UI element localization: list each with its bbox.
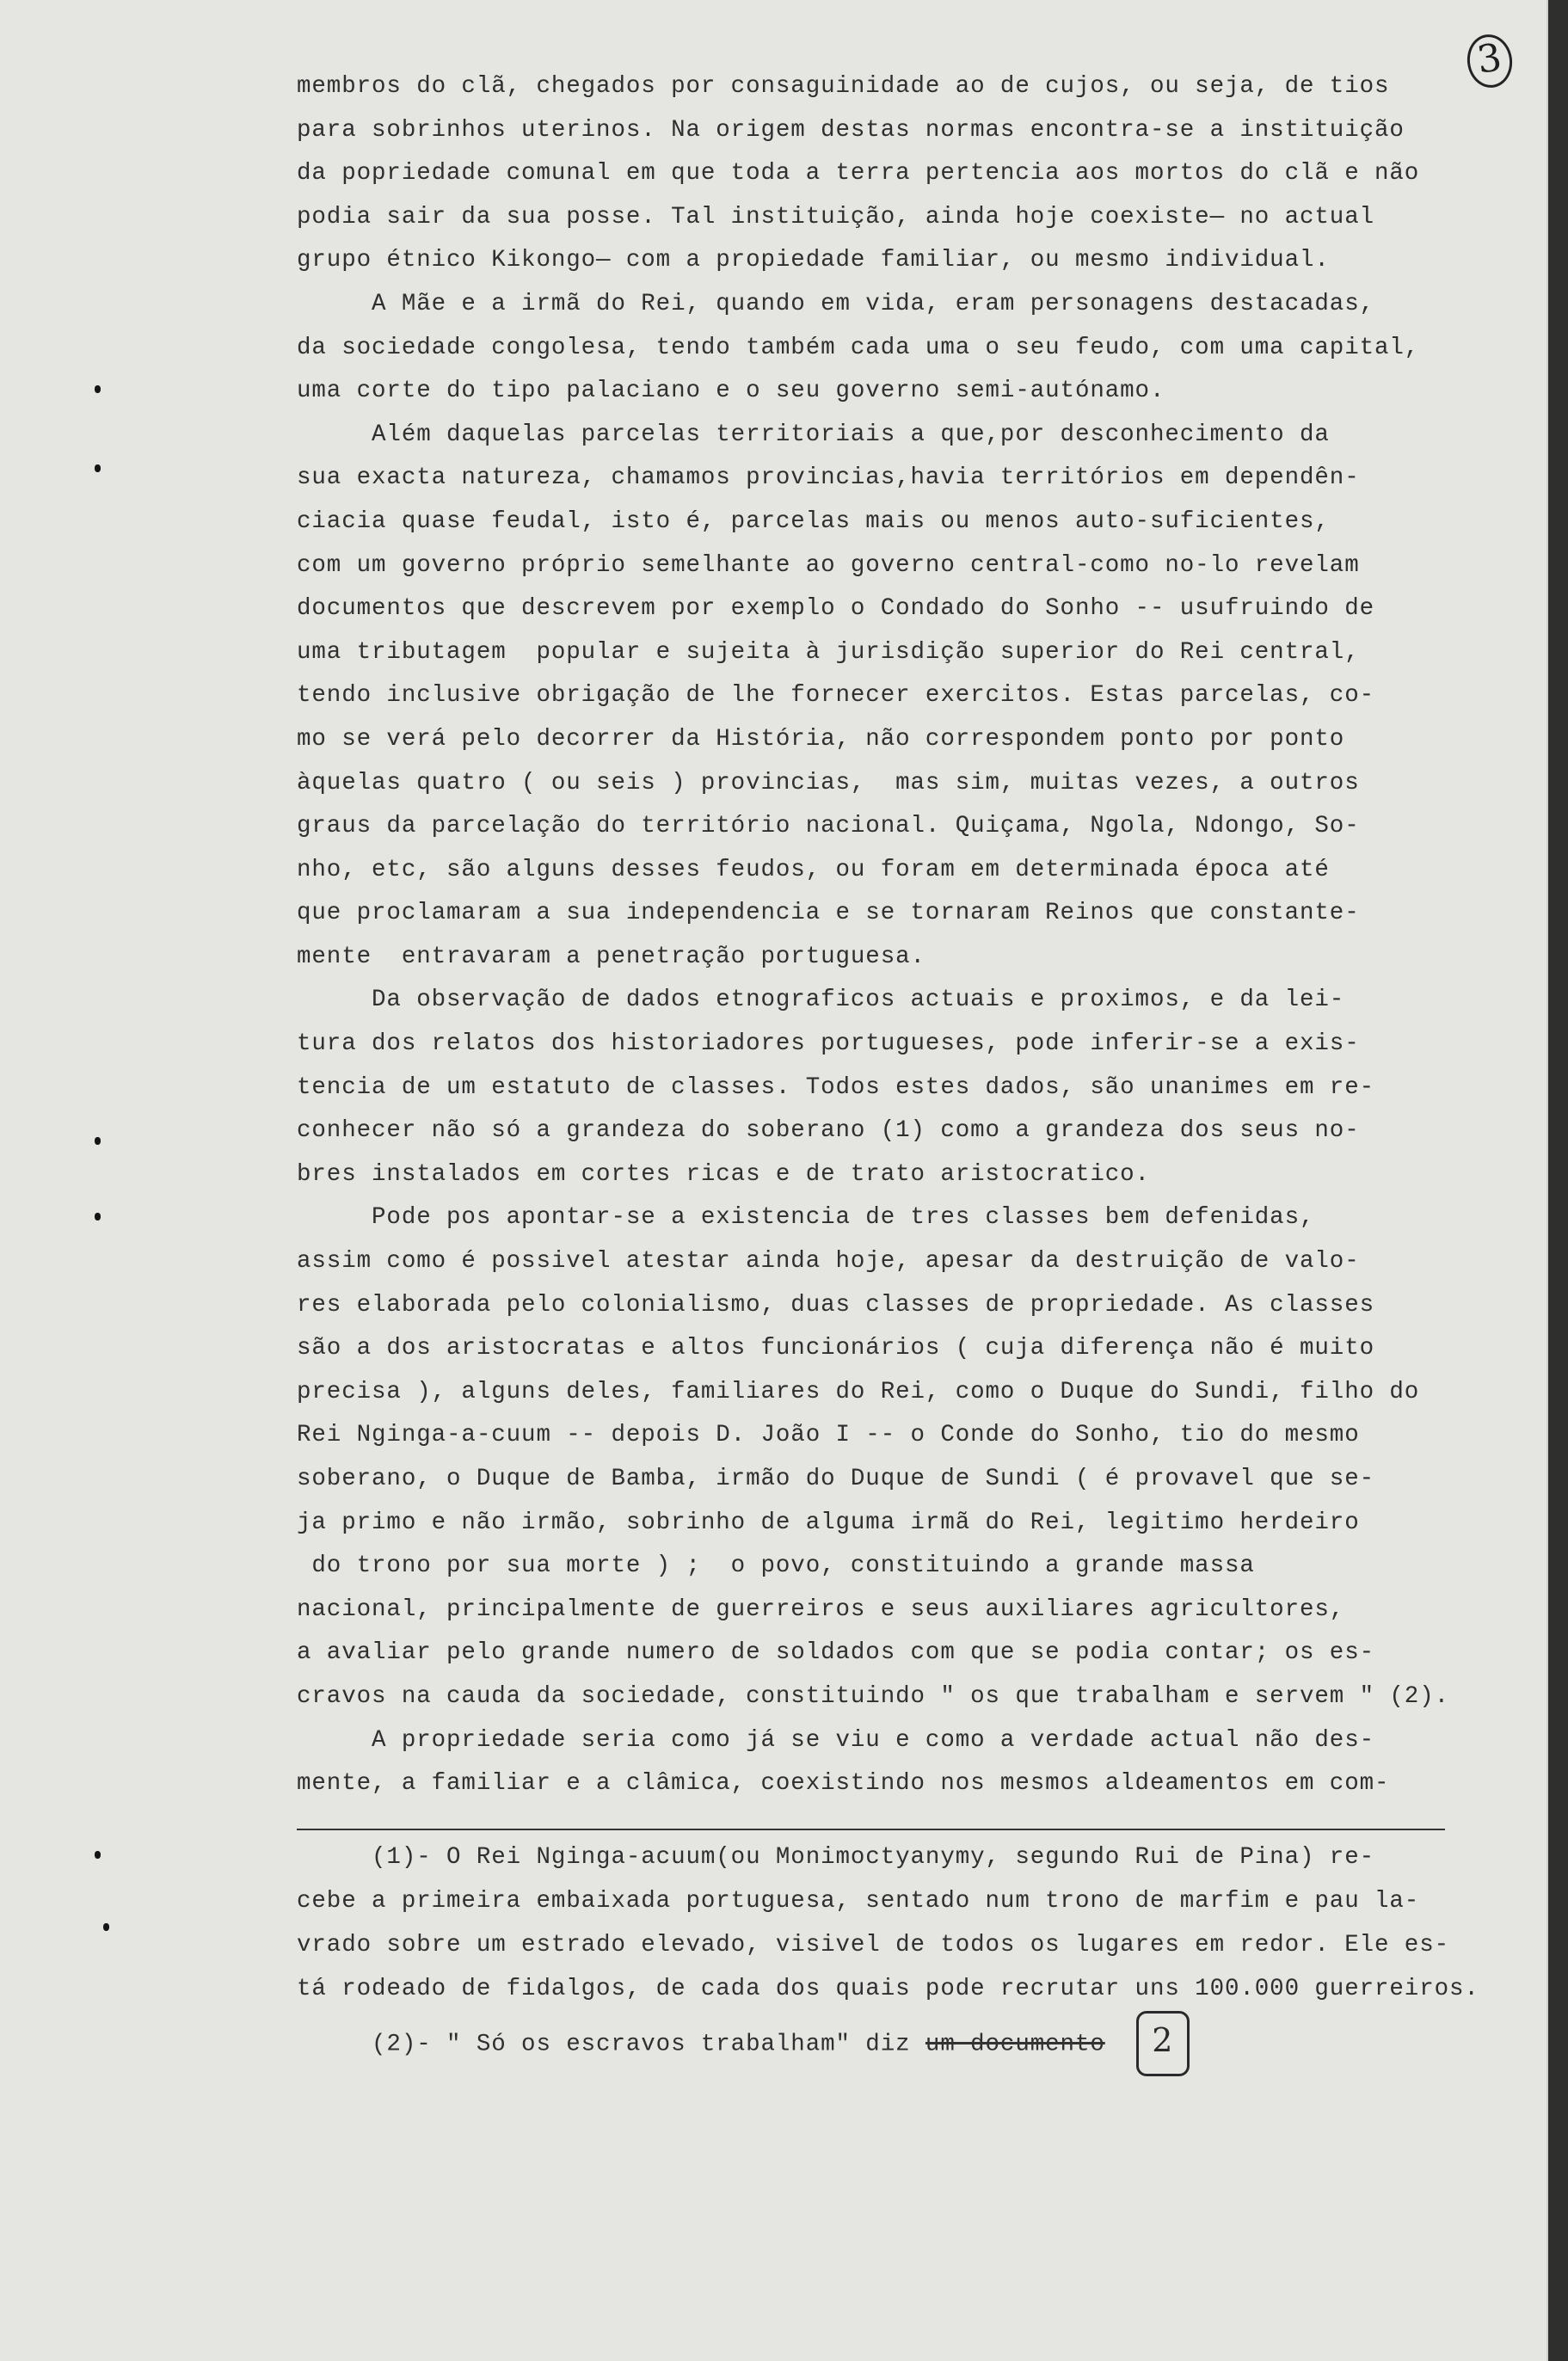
text-line: que proclamaram a sua independencia e se tornaram Reinos que constante- xyxy=(297,900,1360,927)
footnote-2-text: (2)- " Só os escravos trabalham" diz xyxy=(297,2031,925,2058)
text-line: Pode pos apontar-se a existencia de tres classes bem defenidas, xyxy=(297,1204,1315,1232)
footnote-2 xyxy=(297,2011,1518,2059)
binding-hole xyxy=(95,1137,101,1145)
binding-hole xyxy=(95,1851,101,1859)
text-line: soberano, o Duque de Bamba, irmão do Duque de Sundi ( é provavel que se- xyxy=(297,1466,1374,1492)
text-line: Além daquelas parcelas territoriais a que,por desconhecimento da xyxy=(297,421,1330,448)
text-line: precisa ), alguns deles, familiares do Rei, como o Duque do Sundi, filho do xyxy=(297,1378,1420,1405)
footnote-1-line: cebe a primeira embaixada portuguesa, sentado num trono de marfim e pau la- xyxy=(297,1888,1420,1915)
text-line: sua exacta natureza, chamamos provincias,havia territórios em dependên- xyxy=(297,464,1360,492)
binding-hole xyxy=(95,385,101,393)
text-line: graus da parcelação do território nacional. Quiçama, Ngola, Ndongo, So- xyxy=(297,813,1360,840)
text-line: res elaborada pelo colonialismo, duas classes de propriedade. As classes xyxy=(297,1291,1374,1319)
text-line: assim como é possivel atestar ainda hoje, apesar da destruição de valo- xyxy=(297,1248,1360,1276)
text-line: mente entravaram a penetração portuguesa. xyxy=(297,943,925,970)
text-line: ciacia quase feudal, isto é, parcelas mais ou menos auto-suficientes, xyxy=(297,507,1330,535)
text-line: cravos na cauda da sociedade, constituindo " os que trabalham e servem " (2). xyxy=(297,1682,1450,1710)
footnote-1-line: (1)- O Rei Nginga-acuum(ou Monimoctyanymy, segundo Rui de Pina) re- xyxy=(297,1844,1374,1871)
binding-hole xyxy=(95,1213,101,1220)
text-line: da sociedade congolesa, tendo também cada uma o seu feudo, com uma capital, xyxy=(297,334,1420,361)
text-line: nho, etc, são alguns desses feudos, ou foram em determinada época até xyxy=(297,856,1330,883)
text-line: ja primo e não irmão, sobrinho de alguma irmã do Rei, legitimo herdeiro xyxy=(297,1509,1360,1536)
text-line: bres instalados em cortes ricas e de trato aristocratico. xyxy=(297,1160,1150,1188)
text-line: para sobrinhos uterinos. Na origem destas normas encontra-se a instituição xyxy=(297,116,1405,144)
text-line: Rei Nginga-a-cuum -- depois D. João I -- o Conde do Sonho, tio do mesmo xyxy=(297,1422,1360,1449)
page-number: 3 xyxy=(1464,32,1516,91)
text-line: nacional, principalmente de guerreiros e seus auxiliares agricultores, xyxy=(297,1596,1345,1623)
footnote-1-line: tá rodeado de fidalgos, de cada dos quais pode recrutar uns 100.000 guerreiros. xyxy=(297,1976,1479,2002)
handwritten-note-mark: 2 xyxy=(1136,2011,1190,2076)
text-line: mo se verá pelo decorrer da História, não correspondem ponto por ponto xyxy=(297,725,1345,753)
text-line: A Mãe e a irmã do Rei, quando em vida, eram personagens destacadas, xyxy=(297,290,1374,317)
footnote-divider xyxy=(297,1829,1445,1830)
text-line: a avaliar pelo grande numero de soldados com que se podia contar; os es- xyxy=(297,1639,1374,1667)
text-line: podia sair da sua posse. Tal instituição, ainda hoje coexiste— no actual xyxy=(297,203,1374,231)
text-line: uma tributagem popular e sujeita à jurisdição superior do Rei central, xyxy=(297,638,1360,666)
text-line: conhecer não só a grandeza do soberano (1) como a grandeza dos seus no- xyxy=(297,1117,1360,1145)
text-line: A propriedade seria como já se viu e como a verdade actual não des- xyxy=(297,1726,1374,1754)
text-line: tura dos relatos dos historiadores portugueses, pode inferir-se a exis- xyxy=(297,1030,1360,1058)
text-line: documentos que descrevem por exemplo o Condado do Sonho -- usufruindo de xyxy=(297,595,1374,623)
text-line: grupo étnico Kikongo— com a propiedade familiar, ou mesmo individual. xyxy=(297,247,1330,274)
text-line: mente, a familiar e a clâmica, coexistindo nos mesmos aldeamentos em com- xyxy=(297,1770,1390,1798)
scan-edge xyxy=(1548,0,1568,2361)
binding-hole xyxy=(95,464,101,472)
text-line: membros do clã, chegados por consaguinidade ao de cujos, ou seja, de tios xyxy=(297,73,1390,100)
footnote-1-line: vrado sobre um estrado elevado, visivel de todos os lugares em redor. Ele es- xyxy=(297,1932,1450,1958)
text-line: do trono por sua morte ) ; o povo, constituindo a grande massa xyxy=(297,1552,1255,1580)
text-line: uma corte do tipo palaciano e o seu governo semi-autónamo. xyxy=(297,378,1165,405)
text-line: Da observação de dados etnograficos actuais e proximos, e da lei- xyxy=(297,987,1345,1014)
text-line: tendo inclusive obrigação de lhe fornecer exercitos. Estas parcelas, co- xyxy=(297,682,1374,710)
text-line: àquelas quatro ( ou seis ) provincias, mas sim, muitas vezes, a outros xyxy=(297,769,1360,796)
body-text xyxy=(297,65,1467,1806)
footnote-2-struck-text: um documento xyxy=(925,2031,1105,2058)
text-line: são a dos aristocratas e altos funcionários ( cuja diferença não é muito xyxy=(297,1335,1374,1362)
text-line: tencia de um estatuto de classes. Todos estes dados, são unanimes em re- xyxy=(297,1073,1374,1101)
footnotes xyxy=(297,1835,1518,2059)
text-line: da popriedade comunal em que toda a terra pertencia aos mortos do clã e não xyxy=(297,160,1420,188)
binding-hole xyxy=(103,1923,109,1931)
text-line: com um governo próprio semelhante ao governo central-como no-lo revelam xyxy=(297,551,1360,579)
